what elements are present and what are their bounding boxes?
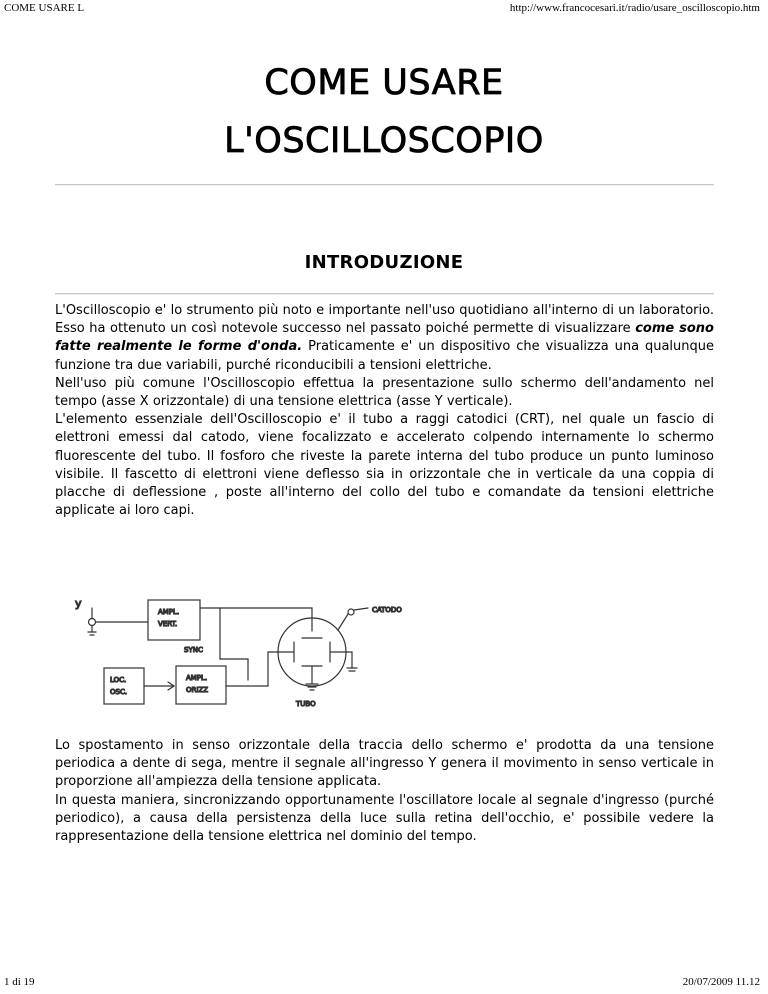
horizontal-amp-label-2: ORIZZ	[186, 686, 209, 694]
intro-paragraph	[55, 302, 714, 520]
vertical-amp-label-2: VERT.	[158, 620, 178, 628]
horizontal-amplifier-block	[176, 666, 226, 704]
title-line-2: L'OSCILLOSCOPIO	[224, 121, 544, 161]
explanation-sentence-1: Lo spostamento in senso orizzontale della traccia dello schermo e' prodotta da una tensione periodica a dente di sega, mentre il segnale all'ingresso Y genera il movimento in senso verticale in proporzione all'ampiezza della tensione applicata.	[55, 738, 714, 790]
intro-sentence-2: Praticamente e' un dispositivo che visualizza una qualunque funzione tra due variabili, purché riconducibili a tensioni elettriche.	[55, 339, 714, 373]
title-line-1: COME USARE	[264, 63, 504, 103]
section-heading: INTRODUZIONE	[304, 252, 464, 273]
vertical-amp-label-1: AMPL.	[158, 608, 180, 616]
intro-emphasis: come sono fatte realmente le forme d'onda.	[55, 321, 714, 355]
page-title	[0, 54, 768, 170]
intro-sentence-3: Nell'uso più comune l'Oscilloscopio effettua la presentazione sullo schermo dell'andamento nel tempo (asse X orizzontale) di una tensione elettrica (asse Y verticale).	[55, 375, 714, 410]
section-divider	[55, 293, 714, 295]
tube-label: TUBO	[296, 700, 316, 708]
oscilloscope-block-diagram	[66, 588, 438, 720]
input-label: y	[75, 597, 82, 610]
title-divider	[55, 184, 714, 186]
horizontal-amp-label-1: AMPL.	[186, 674, 208, 682]
local-osc-label-1: LOC.	[110, 676, 127, 684]
input-connector	[88, 608, 148, 635]
sync-label: SYNC	[184, 646, 203, 654]
print-timestamp: 20/07/2009 11.12	[682, 976, 760, 988]
explanation-paragraph	[55, 737, 714, 846]
browser-header-title: COME USARE L	[4, 2, 85, 14]
local-oscillator-block	[104, 668, 144, 704]
cathode-label: CATODO	[372, 606, 402, 614]
local-osc-label-2: OSC.	[110, 688, 128, 696]
browser-header-url[interactable]: http://www.francocesari.it/radio/usare_oscilloscopio.htm	[509, 2, 760, 14]
page-indicator: 1 di 19	[4, 976, 35, 988]
crt-tube	[278, 608, 368, 690]
intro-sentence-1: L'Oscilloscopio e' lo strumento più noto e importante nell'uso quotidiano all'interno di un laboratorio. Esso ha ottenuto un così notevole successo nel passato poiché permette di visualizzare	[55, 303, 714, 337]
explanation-sentence-2: In questa maniera, sincronizzando opportunamente l'oscillatore locale al segnale d'ingresso (purché periodico), a causa della persistenza della luce sulla retina dell'occhio, e' possibile vedere la rappresentazione della tensione elettrica nel dominio del tempo.	[55, 792, 714, 845]
intro-sentence-4: L'elemento essenziale dell'Oscilloscopio e' il tubo a raggi catodici (CRT), nel quale un fascio di elettroni emessi dal catodo, viene focalizzato e accelerato colpendo internamente lo schermo fluorescente del tubo. Il fosforo che riveste la parete interna del tubo produce un punto luminoso visibile. Il fascetto di elettroni viene deflesso sia in orizzontale che in verticale da una coppia di placche di deflessione , poste all'interno del collo del tubo e comandate da tensioni elettriche applicate ai loro capi.	[55, 412, 714, 519]
